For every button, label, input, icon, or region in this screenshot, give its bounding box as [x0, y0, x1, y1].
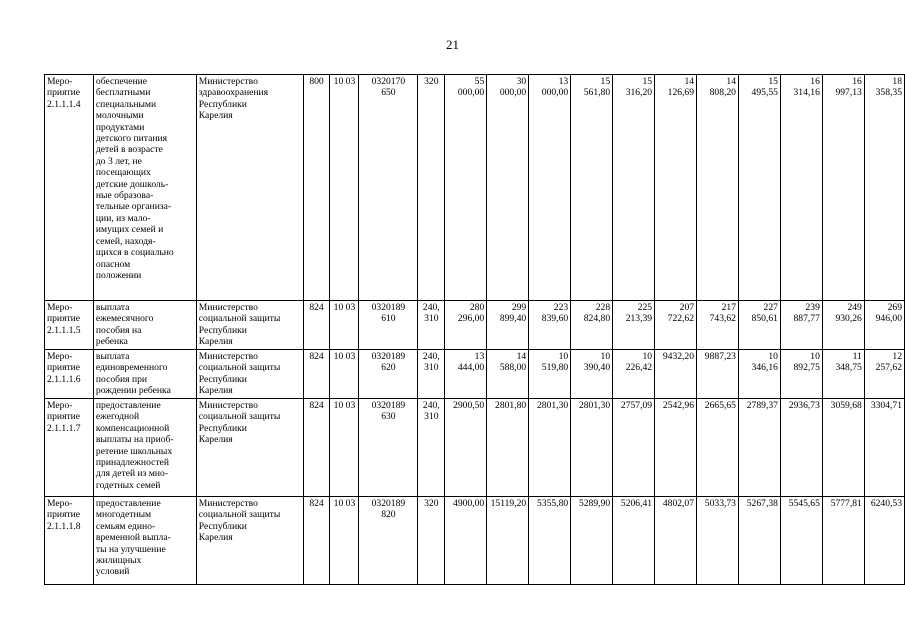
value-cell: 10 346,16 [738, 350, 780, 399]
csr-cell: 0320189 610 [359, 301, 418, 350]
csr-cell: 0320189 630 [359, 399, 418, 497]
value-cell: 225 213,39 [613, 301, 655, 350]
value-cell: 10 519,80 [529, 350, 571, 399]
measure-code-cell: Меро- приятие 2.1.1.1.7 [45, 399, 94, 497]
value-cell: 4802,07 [655, 497, 697, 585]
value-cell: 16 997,13 [822, 75, 864, 301]
ministry-cell: Министерство социальной защиты Республики Карелия [196, 301, 303, 350]
ministry-cell: Министерство здравоохранения Республики Карелия [196, 75, 303, 301]
measure-description-cell: выплата единовременного пособия при рождении ребенка [93, 350, 196, 399]
rzpr-cell: 10 03 [330, 497, 359, 585]
budget-table [44, 74, 905, 585]
value-cell: 5206,41 [613, 497, 655, 585]
table-row [45, 497, 905, 585]
value-cell: 13 000,00 [529, 75, 571, 301]
vr-cell: 240, 310 [418, 350, 445, 399]
measure-description-cell: предоставление ежегодной компенсационной выплаты на приоб- ретение школьных принадлежностей для детей из мно- годетных семей [93, 399, 196, 497]
value-cell: 5033,73 [697, 497, 739, 585]
ministry-cell: Министерство социальной защиты Республики Карелия [196, 399, 303, 497]
measure-description-cell: обеспечение бесплатными специальными молочными продуктами детского питания детей в возрасте до 3 лет, не посещающих детские дошколь- ные образова- тельные организа- ции, из мало- имущих семей и семей, находя- щихся в социально опасном положении [93, 75, 196, 301]
table-row [45, 301, 905, 350]
page-number: 21 [446, 37, 459, 52]
grbs-cell: 824 [303, 350, 330, 399]
value-cell: 5777,81 [822, 497, 864, 585]
value-cell: 10 226,42 [613, 350, 655, 399]
value-cell: 11 348,75 [822, 350, 864, 399]
rzpr-cell: 10 03 [330, 301, 359, 350]
value-cell: 16 314,16 [780, 75, 822, 301]
value-cell: 4900,00 [445, 497, 487, 585]
table-row [45, 399, 905, 497]
table-row [45, 350, 905, 399]
value-cell: 14 588,00 [487, 350, 529, 399]
csr-cell: 0320189 820 [359, 497, 418, 585]
rzpr-cell: 10 03 [330, 399, 359, 497]
value-cell: 14 126,69 [655, 75, 697, 301]
value-cell: 227 850,61 [738, 301, 780, 350]
value-cell: 2936,73 [780, 399, 822, 497]
vr-cell: 240, 310 [418, 301, 445, 350]
rzpr-cell: 10 03 [330, 75, 359, 301]
value-cell: 299 899,40 [487, 301, 529, 350]
value-cell: 269 946,00 [864, 301, 904, 350]
value-cell: 12 257,62 [864, 350, 904, 399]
value-cell: 6240,53 [864, 497, 904, 585]
value-cell: 15 316,20 [613, 75, 655, 301]
value-cell: 2900,50 [445, 399, 487, 497]
ministry-cell: Министерство социальной защиты Республики Карелия [196, 350, 303, 399]
value-cell: 15 561,80 [571, 75, 613, 301]
table-row [45, 75, 905, 301]
value-cell: 18 358,35 [864, 75, 904, 301]
ministry-cell: Министерство социальной защиты Республики Карелия [196, 497, 303, 585]
grbs-cell: 824 [303, 497, 330, 585]
value-cell: 239 887,77 [780, 301, 822, 350]
value-cell: 2801,30 [571, 399, 613, 497]
grbs-cell: 800 [303, 75, 330, 301]
value-cell: 14 808,20 [697, 75, 739, 301]
value-cell: 217 743,62 [697, 301, 739, 350]
value-cell: 13 444,00 [445, 350, 487, 399]
value-cell: 5267,38 [738, 497, 780, 585]
csr-cell: 0320170 650 [359, 75, 418, 301]
value-cell: 9432,20 [655, 350, 697, 399]
measure-code-cell: Меро- приятие 2.1.1.1.4 [45, 75, 94, 301]
rzpr-cell: 10 03 [330, 350, 359, 399]
value-cell: 280 296,00 [445, 301, 487, 350]
measure-description-cell: выплата ежемесячного пособия на ребенка [93, 301, 196, 350]
value-cell: 2665,65 [697, 399, 739, 497]
vr-cell: 320 [418, 497, 445, 585]
value-cell: 2542,96 [655, 399, 697, 497]
value-cell: 5355,80 [529, 497, 571, 585]
value-cell: 2757,09 [613, 399, 655, 497]
value-cell: 2789,37 [738, 399, 780, 497]
value-cell: 30 000,00 [487, 75, 529, 301]
grbs-cell: 824 [303, 399, 330, 497]
value-cell: 2801,80 [487, 399, 529, 497]
value-cell: 5545,65 [780, 497, 822, 585]
value-cell: 10 892,75 [780, 350, 822, 399]
value-cell: 249 930,26 [822, 301, 864, 350]
value-cell: 3304,71 [864, 399, 904, 497]
value-cell: 10 390,40 [571, 350, 613, 399]
value-cell: 228 824,80 [571, 301, 613, 350]
value-cell: 15 495,55 [738, 75, 780, 301]
measure-code-cell: Меро- приятие 2.1.1.1.8 [45, 497, 94, 585]
value-cell: 55 000,00 [445, 75, 487, 301]
csr-cell: 0320189 620 [359, 350, 418, 399]
measure-code-cell: Меро- приятие 2.1.1.1.5 [45, 301, 94, 350]
value-cell: 207 722,62 [655, 301, 697, 350]
measure-description-cell: предоставление многодетным семьям едино- временной выпла- ты на улучшение жилищных условий [93, 497, 196, 585]
value-cell: 2801,30 [529, 399, 571, 497]
grbs-cell: 824 [303, 301, 330, 350]
vr-cell: 240, 310 [418, 399, 445, 497]
value-cell: 9887,23 [697, 350, 739, 399]
value-cell: 223 839,60 [529, 301, 571, 350]
vr-cell: 320 [418, 75, 445, 301]
value-cell: 3059,68 [822, 399, 864, 497]
value-cell: 15119,20 [487, 497, 529, 585]
value-cell: 5289,90 [571, 497, 613, 585]
measure-code-cell: Меро- приятие 2.1.1.1.6 [45, 350, 94, 399]
